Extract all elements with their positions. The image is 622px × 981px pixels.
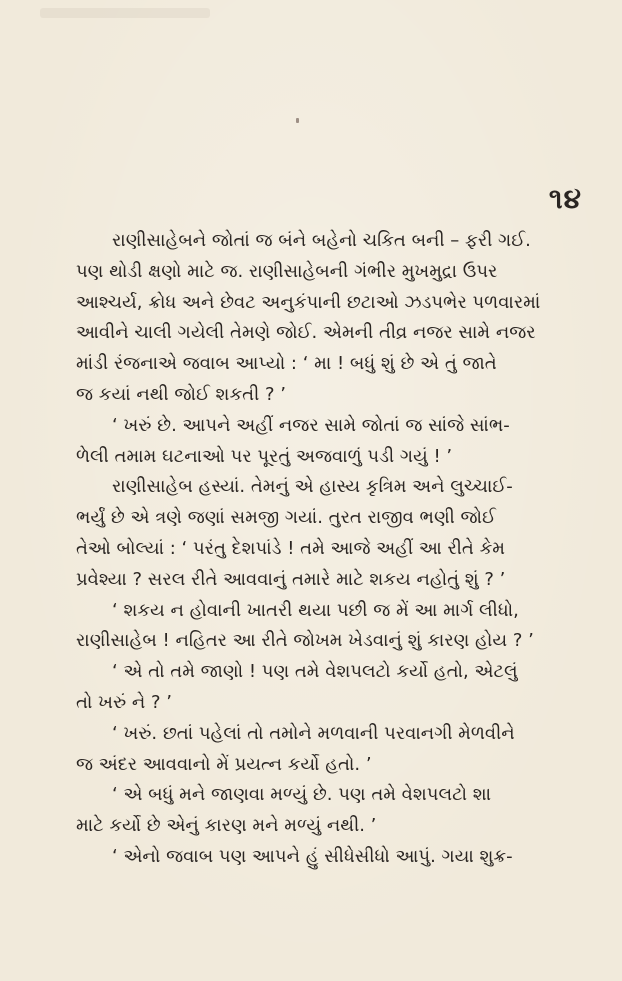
text-line: જ કયાં નથી જોઈ શકતી ? ’ <box>76 383 286 405</box>
text-line: તો ખરું ને ? ’ <box>76 691 172 713</box>
text-line: માટે કર્યો છે એનું કારણ મને મળ્યું નથી. ’ <box>76 815 377 837</box>
page-number: ૧૪ <box>548 182 582 215</box>
ink-mark <box>296 118 299 123</box>
text-line: ‘ એ બધું મને જાણવા મળ્યું છે. પણ તમે વેશપલટો શા <box>112 784 492 806</box>
text-line: માંડી રંજનાએ જવાબ આપ્યો : ‘ મા ! બધું શું છે એ તું જાતે <box>76 353 497 375</box>
text-line: ‘ ખરું છે. આપને અહીં નજર સામે જોતાં જ સાંજે સાંભ- <box>112 414 510 436</box>
text-line: જ અંદર આવવાનો મેં પ્રયત્ન કર્યો હતો. ’ <box>76 753 372 775</box>
body-text <box>76 226 582 873</box>
text-line: રાણીસાહેબ હસ્યાં. તેમનું એ હાસ્ય કૃત્રિમ અને લુચ્ચાઈ- <box>112 476 513 498</box>
text-line: ળેલી તમામ ઘટનાઓ પર પૂરતું અજવાળું પડી ગયું ! ’ <box>76 445 453 467</box>
text-line: ‘ એ તો તમે જાણો ! પણ તમે વેશપલટો કર્યો હતો, એટલું <box>112 661 518 683</box>
text-line: પણ થોડી ક્ષણો માટે જ. રાણીસાહેબની ગંભીર મુખમુદ્રા ઉપર <box>76 260 498 282</box>
text-line: આવીને ચાલી ગયેલી તેમણે જોઈ. એમની તીવ્ર નજર સામે નજર <box>76 322 536 344</box>
text-line: ‘ એનો જવાબ પણ આપને હું સીધેસીધો આપું. ગયા શુક્ર- <box>112 845 513 867</box>
text-line: રાણીસાહેબને જોતાં જ બંને બહેનો ચકિત બની – ફરી ગઈ. <box>112 230 531 251</box>
text-line: ‘ શકય ન હોવાની ખાતરી થયા પછી જ મેં આ માર્ગ લીધો, <box>112 599 519 621</box>
text-line: પ્રવેશ્યા ? સરલ રીતે આવવાનું તમારે માટે શકય નહોતું શું ? ’ <box>76 568 506 590</box>
text-line: રાણીસાહેબ ! નહિતર આ રીતે જોખમ ખેડવાનું શું કારણ હોય ? ’ <box>76 630 534 652</box>
text-line: તેઓ બોલ્યાં : ‘ પરંતુ દેશપાંડે ! તમે આજે અહીં આ રીતે કેમ <box>76 537 505 559</box>
text-line: ભર્યું છે એ ત્રણે જણાં સમજી ગયાં. તુરત રાજીવ ભણી જોઈ <box>76 507 496 529</box>
faded-header-strip <box>40 8 210 18</box>
text-line: આશ્ચર્ય, ક્રોધ અને છેવટ અનુકંપાની છટાઓ ઝડપભેર પળવારમાં <box>76 291 541 313</box>
text-line: ‘ ખરું. છતાં પહેલાં તો તમોને મળવાની પરવાનગી મેળવીને <box>112 722 515 744</box>
